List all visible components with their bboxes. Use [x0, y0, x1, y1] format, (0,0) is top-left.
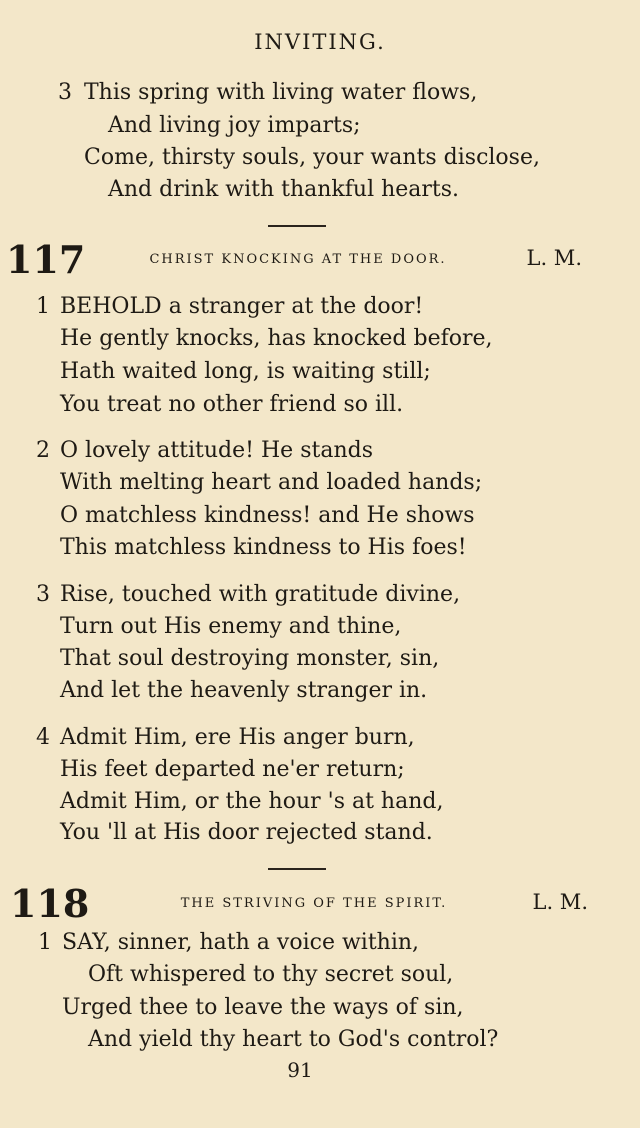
- verse-line: He gently knocks, has knocked before,: [60, 326, 493, 351]
- verse-line: Come, thirsty souls, your wants disclose,: [84, 145, 540, 170]
- verse-line: And drink with thankful hearts.: [108, 177, 460, 202]
- verse-line: With melting heart and loaded hands;: [60, 470, 483, 495]
- hymn-meter: L. M.: [526, 246, 582, 270]
- verse-line: This matchless kindness to His foes!: [60, 535, 467, 560]
- verse-line: BEHOLD a stranger at the door!: [60, 294, 424, 319]
- stanza-number: 3: [36, 582, 50, 607]
- verse-line: Rise, touched with gratitude divine,: [60, 582, 461, 607]
- verse-line: This spring with living water flows,: [84, 80, 478, 105]
- section-divider: [268, 868, 326, 870]
- verse-line: O lovely attitude! He stands: [60, 438, 373, 463]
- hymn-title: THE STRIVING OF THE SPIRIT.: [180, 896, 448, 911]
- verse-line: SAY, sinner, hath a voice within,: [62, 930, 420, 955]
- verse-line: Admit Him, ere His anger burn,: [60, 725, 415, 750]
- section-divider: [268, 225, 326, 227]
- verse-line: And let the heavenly stranger in.: [60, 678, 428, 703]
- stanza-number: 2: [36, 438, 50, 463]
- stanza-number: 4: [36, 725, 50, 750]
- hymn-heading: [0, 238, 640, 282]
- verse-line: And yield thy heart to God's control?: [88, 1027, 499, 1052]
- hymn-number: 117: [6, 237, 86, 282]
- verse-line: Admit Him, or the hour 's at hand,: [60, 789, 444, 814]
- verse-line: His feet departed ne'er return;: [60, 757, 405, 782]
- verse-line: O matchless kindness! and He shows: [60, 503, 475, 528]
- verse-line: Turn out His enemy and thine,: [60, 614, 402, 639]
- verse-line: Urged thee to leave the ways of sin,: [62, 995, 464, 1020]
- hymn-heading: [0, 882, 640, 926]
- stanza-number: 3: [58, 80, 72, 105]
- page-number: 91: [287, 1058, 313, 1082]
- hymn-meter: L. M.: [532, 890, 588, 914]
- stanza-number: 1: [38, 930, 52, 955]
- verse-line: You 'll at His door rejected stand.: [60, 820, 433, 845]
- verse-line: You treat no other friend so ill.: [60, 392, 404, 417]
- verse-line: That soul destroying monster, sin,: [60, 646, 440, 671]
- hymn-number: 118: [10, 881, 90, 926]
- verse-line: Oft whispered to thy secret soul,: [88, 962, 454, 987]
- hymn-title: CHRIST KNOCKING AT THE DOOR.: [149, 252, 447, 267]
- stanza-number: 1: [36, 294, 50, 319]
- verse-line: And living joy imparts;: [108, 113, 361, 138]
- page-header: INVITING.: [254, 30, 386, 54]
- verse-line: Hath waited long, is waiting still;: [60, 359, 431, 384]
